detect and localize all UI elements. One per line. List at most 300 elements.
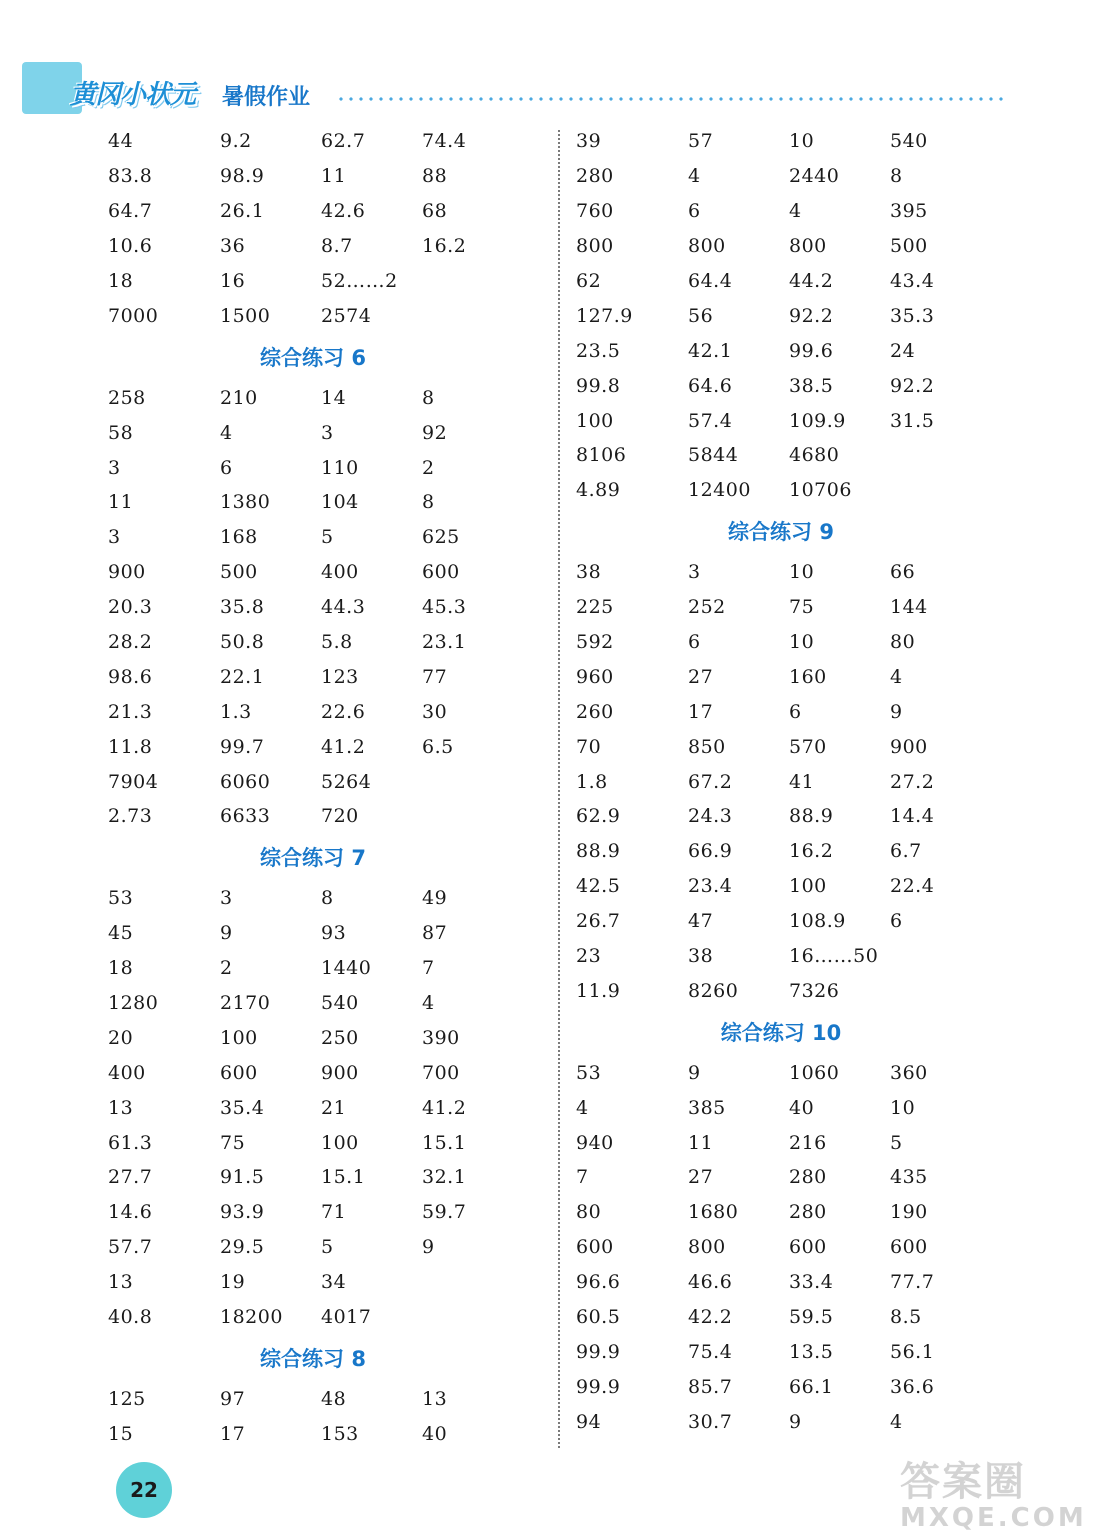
answer-value: 15 xyxy=(108,1422,134,1445)
answer-value: 94 xyxy=(576,1410,602,1433)
answer-value: 22.1 xyxy=(220,665,265,688)
answer-value: 17 xyxy=(688,700,714,723)
answer-value: 17 xyxy=(220,1422,246,1445)
answer-value: 16.2 xyxy=(422,235,467,258)
answer-row xyxy=(576,403,1016,438)
answer-value: 2170 xyxy=(220,992,271,1015)
answer-value: 8.7 xyxy=(321,235,353,258)
answer-value: 110 xyxy=(321,456,359,479)
answer-value: 14.6 xyxy=(108,1201,153,1224)
answer-value: 19 xyxy=(220,1271,246,1294)
answer-value: 400 xyxy=(321,561,359,584)
answer-value: 10 xyxy=(789,130,815,153)
answer-value: 98.6 xyxy=(108,665,153,688)
answer-value: 3 xyxy=(321,421,334,444)
answer-value: 700 xyxy=(422,1061,460,1084)
answer-value: 21 xyxy=(321,1096,347,1119)
answer-value: 500 xyxy=(890,235,928,258)
answer-value: 8 xyxy=(321,887,334,910)
answer-value: 385 xyxy=(688,1096,726,1119)
answer-value: 27.2 xyxy=(890,770,935,793)
answer-value: 10 xyxy=(789,561,815,584)
answer-row xyxy=(576,1055,1016,1090)
answer-value: 10.6 xyxy=(108,235,153,258)
answer-row xyxy=(108,694,548,729)
answer-row xyxy=(108,916,548,951)
answer-value: 6 xyxy=(890,910,903,933)
answer-row xyxy=(108,1055,548,1090)
answer-value: 57 xyxy=(688,130,714,153)
answer-value: 900 xyxy=(108,561,146,584)
answer-value: 5.8 xyxy=(321,631,353,654)
answer-value: 30 xyxy=(422,700,448,723)
answer-value: 67.2 xyxy=(688,770,733,793)
answer-value: 93 xyxy=(321,922,347,945)
answer-value: 88.9 xyxy=(576,840,621,863)
answer-value: 5 xyxy=(890,1131,903,1154)
left-answer-column xyxy=(108,124,548,1451)
answer-row xyxy=(108,520,548,555)
answer-row xyxy=(108,1382,548,1417)
answer-value: 96.6 xyxy=(576,1271,621,1294)
answer-value: 8 xyxy=(890,165,903,188)
answer-value: 18 xyxy=(108,270,134,292)
answer-value: 56 xyxy=(688,304,714,327)
answer-value: 21.3 xyxy=(108,700,153,723)
answer-value: 99.8 xyxy=(576,374,621,397)
answer-row xyxy=(108,380,548,415)
section-title: 综合练习 9 xyxy=(728,520,834,545)
answer-value: 1500 xyxy=(220,304,271,327)
answer-row xyxy=(108,1160,548,1195)
answer-row xyxy=(576,333,1016,368)
answer-value: 800 xyxy=(688,1236,726,1259)
answer-value: 1680 xyxy=(688,1201,739,1224)
answer-row xyxy=(108,555,548,590)
answer-value: 540 xyxy=(890,130,928,153)
answer-value: 8.5 xyxy=(890,1306,922,1329)
answer-row xyxy=(576,1404,1016,1439)
answer-row xyxy=(576,124,1016,159)
answer-value: 1060 xyxy=(789,1061,840,1084)
answer-value: 41 xyxy=(789,770,815,793)
answer-value: 280 xyxy=(789,1166,827,1189)
answer-value: 940 xyxy=(576,1131,614,1154)
answer-value: 5844 xyxy=(688,444,739,467)
section-title: 综合练习 6 xyxy=(260,345,366,370)
answer-value: 125 xyxy=(108,1387,146,1410)
answer-value: 22.6 xyxy=(321,700,366,723)
answer-value: 100 xyxy=(576,409,614,432)
answer-row xyxy=(108,729,548,764)
answer-value: 6 xyxy=(688,631,701,654)
answer-value: 18 xyxy=(108,957,134,980)
answer-value: 92.2 xyxy=(789,304,834,327)
answer-value: 28.2 xyxy=(108,631,153,654)
column-divider xyxy=(558,130,560,1448)
answer-value: 15.1 xyxy=(321,1166,366,1189)
answer-value: 9 xyxy=(422,1236,435,1259)
answer-row xyxy=(576,264,1016,299)
answer-value: 36.6 xyxy=(890,1375,935,1398)
answer-value: 14.4 xyxy=(890,805,935,828)
answer-value: 11 xyxy=(108,491,134,514)
answer-value: 48 xyxy=(321,1387,347,1410)
answer-value: 88.9 xyxy=(789,805,834,828)
answer-row xyxy=(108,881,548,916)
answer-value: 23.5 xyxy=(576,339,621,362)
answer-row xyxy=(108,799,548,834)
answer-row xyxy=(576,555,1016,590)
answer-value: 42.6 xyxy=(321,200,366,223)
answer-row xyxy=(576,764,1016,799)
answer-value: 7326 xyxy=(789,979,840,1002)
answer-value: 800 xyxy=(576,235,614,258)
answer-value: 60.5 xyxy=(576,1306,621,1329)
answer-value: 540 xyxy=(321,992,359,1015)
answer-row xyxy=(108,485,548,520)
answer-row xyxy=(576,1160,1016,1195)
answer-value: 32.1 xyxy=(422,1166,467,1189)
answer-row xyxy=(576,1230,1016,1265)
answer-value: 153 xyxy=(321,1422,359,1445)
answer-value: 7000 xyxy=(108,304,159,327)
answer-row xyxy=(576,473,1016,508)
answer-value: 252 xyxy=(688,596,726,619)
page-number: 22 xyxy=(116,1462,172,1518)
answer-row xyxy=(576,368,1016,403)
answer-value: 3 xyxy=(688,561,701,584)
answer-row xyxy=(576,659,1016,694)
answer-value: 64.6 xyxy=(688,374,733,397)
answer-value: 104 xyxy=(321,491,359,514)
answer-value: 9 xyxy=(220,922,233,945)
answer-value: 42.1 xyxy=(688,339,733,362)
answer-value: 5 xyxy=(321,526,334,549)
answer-value: 4 xyxy=(688,165,701,188)
answer-value: 66 xyxy=(890,561,916,584)
answer-row xyxy=(576,973,1016,1008)
answer-value: 16 xyxy=(220,270,246,292)
answer-value: 13.5 xyxy=(789,1340,834,1363)
answer-value: 11 xyxy=(688,1131,714,1154)
answer-row xyxy=(576,799,1016,834)
answer-value: 75 xyxy=(789,596,815,619)
answer-value: 570 xyxy=(789,735,827,758)
answer-row xyxy=(108,1300,548,1335)
answer-value: 13 xyxy=(108,1096,134,1119)
answer-value: 35.3 xyxy=(890,304,935,327)
answer-value: 35.4 xyxy=(220,1096,265,1119)
answer-value: 93.9 xyxy=(220,1201,265,1224)
answer-value: 760 xyxy=(576,200,614,223)
answer-value: 39 xyxy=(576,130,602,153)
answer-row xyxy=(108,124,548,159)
answer-row xyxy=(108,1090,548,1125)
answer-value: 27.7 xyxy=(108,1166,153,1189)
answer-value: 64.4 xyxy=(688,270,733,292)
answer-row xyxy=(576,834,1016,869)
answer-value: 66.1 xyxy=(789,1375,834,1398)
answer-value: 800 xyxy=(789,235,827,258)
answer-row xyxy=(576,298,1016,333)
answer-value: 4 xyxy=(890,665,903,688)
answer-value: 1380 xyxy=(220,491,271,514)
answer-value: 45 xyxy=(108,922,134,945)
answer-value: 8106 xyxy=(576,444,627,467)
answer-value: 83.8 xyxy=(108,165,153,188)
answer-value: 12400 xyxy=(688,479,751,502)
answer-value: 92.2 xyxy=(890,374,935,397)
answer-value: 75.4 xyxy=(688,1340,733,1363)
answer-value: 77.7 xyxy=(890,1271,935,1294)
answer-value: 58 xyxy=(108,421,134,444)
answer-value: 36 xyxy=(220,235,246,258)
answer-value: 44.3 xyxy=(321,596,366,619)
answer-value: 108.9 xyxy=(789,910,846,933)
watermark-line1: 答案圈 xyxy=(900,1459,1026,1505)
answer-value: 99.9 xyxy=(576,1375,621,1398)
answer-value: 10 xyxy=(890,1096,916,1119)
answer-value: 9 xyxy=(688,1061,701,1084)
answer-value: 16.2 xyxy=(789,840,834,863)
answer-row xyxy=(576,194,1016,229)
answer-row xyxy=(576,1265,1016,1300)
answer-value: 14 xyxy=(321,386,347,409)
answer-row xyxy=(576,438,1016,473)
answer-value: 92 xyxy=(422,421,448,444)
answer-row xyxy=(108,298,548,333)
answer-value: 38 xyxy=(688,945,714,968)
answer-value: 2574 xyxy=(321,304,372,327)
answer-value: 6060 xyxy=(220,770,271,793)
answer-value: 4 xyxy=(220,421,233,444)
answer-value: 5264 xyxy=(321,770,372,793)
answer-value: 10706 xyxy=(789,479,852,502)
answer-value: 600 xyxy=(890,1236,928,1259)
answer-value: 2 xyxy=(220,957,233,980)
answer-value: 9 xyxy=(890,700,903,723)
answer-value: 7904 xyxy=(108,770,159,793)
answer-value: 4680 xyxy=(789,444,840,467)
answer-value: 74.4 xyxy=(422,130,467,153)
logo-text: 黄冈小状元 xyxy=(70,79,196,110)
answer-row xyxy=(108,1195,548,1230)
answer-value: 100 xyxy=(789,875,827,898)
answer-value: 280 xyxy=(789,1201,827,1224)
answer-value: 52……2 xyxy=(321,270,398,292)
answer-value: 41.2 xyxy=(321,735,366,758)
answer-value: 395 xyxy=(890,200,928,223)
answer-value: 44.2 xyxy=(789,270,834,292)
section-title: 综合练习 10 xyxy=(720,1020,842,1045)
answer-value: 91.5 xyxy=(220,1166,265,1189)
brand-logo xyxy=(70,70,195,114)
answer-value: 6.5 xyxy=(422,735,454,758)
right-answer-column xyxy=(576,124,1016,1439)
answer-value: 8 xyxy=(422,491,435,514)
answer-value: 57.7 xyxy=(108,1236,153,1259)
answer-value: 109.9 xyxy=(789,409,846,432)
header-dotted-rule xyxy=(336,97,1008,101)
answer-value: 1440 xyxy=(321,957,372,980)
answer-value: 15.1 xyxy=(422,1131,467,1154)
answer-value: 38.5 xyxy=(789,374,834,397)
answer-value: 1.8 xyxy=(576,770,608,793)
answer-value: 66.9 xyxy=(688,840,733,863)
answer-row xyxy=(108,951,548,986)
answer-row xyxy=(576,1369,1016,1404)
answer-value: 23.1 xyxy=(422,631,467,654)
answer-value: 225 xyxy=(576,596,614,619)
answer-value: 8260 xyxy=(688,979,739,1002)
answer-row xyxy=(108,1265,548,1300)
answer-value: 31.5 xyxy=(890,409,935,432)
answer-row xyxy=(108,590,548,625)
answer-value: 190 xyxy=(890,1201,928,1224)
answer-value: 59.5 xyxy=(789,1306,834,1329)
answer-value: 900 xyxy=(890,735,928,758)
answer-value: 30.7 xyxy=(688,1410,733,1433)
answer-value: 42.5 xyxy=(576,875,621,898)
answer-value: 49 xyxy=(422,887,448,910)
answer-value: 258 xyxy=(108,386,146,409)
answer-value: 4.89 xyxy=(576,479,621,502)
answer-value: 56.1 xyxy=(890,1340,935,1363)
answer-value: 4 xyxy=(422,992,435,1015)
answer-row xyxy=(576,1300,1016,1335)
page-header-title: 暑假作业 xyxy=(222,85,311,110)
answer-value: 77 xyxy=(422,665,448,688)
answer-value: 18200 xyxy=(220,1306,283,1329)
answer-value: 47 xyxy=(688,910,714,933)
answer-value: 40.8 xyxy=(108,1306,153,1329)
answer-value: 85.7 xyxy=(688,1375,733,1398)
answer-value: 34 xyxy=(321,1271,347,1294)
answer-value: 62.7 xyxy=(321,130,366,153)
answer-row xyxy=(108,986,548,1021)
answer-value: 64.7 xyxy=(108,200,153,223)
watermark-logo xyxy=(900,1450,1090,1533)
answer-value: 900 xyxy=(321,1061,359,1084)
answer-value: 11 xyxy=(321,165,347,188)
answer-row xyxy=(576,590,1016,625)
answer-value: 4 xyxy=(789,200,802,223)
answer-value: 20.3 xyxy=(108,596,153,619)
answer-value: 50.8 xyxy=(220,631,265,654)
answer-row xyxy=(108,264,548,299)
answer-value: 4 xyxy=(890,1410,903,1433)
answer-value: 8 xyxy=(422,386,435,409)
answer-value: 3 xyxy=(220,887,233,910)
answer-value: 26.1 xyxy=(220,200,265,223)
answer-value: 61.3 xyxy=(108,1131,153,1154)
answer-value: 160 xyxy=(789,665,827,688)
answer-value: 22.4 xyxy=(890,875,935,898)
answer-value: 600 xyxy=(422,561,460,584)
answer-value: 850 xyxy=(688,735,726,758)
answer-value: 11.9 xyxy=(576,979,621,1002)
answer-value: 360 xyxy=(890,1061,928,1084)
answer-value: 960 xyxy=(576,665,614,688)
answer-value: 99.6 xyxy=(789,339,834,362)
answer-value: 3 xyxy=(108,526,121,549)
answer-value: 27 xyxy=(688,1166,714,1189)
answer-value: 62.9 xyxy=(576,805,621,828)
answer-value: 97 xyxy=(220,1387,246,1410)
watermark-line2: MXQE.COM xyxy=(900,1503,1087,1533)
section-title: 综合练习 7 xyxy=(260,846,366,871)
answer-value: 4 xyxy=(576,1096,589,1119)
answer-value: 57.4 xyxy=(688,409,733,432)
answer-value: 260 xyxy=(576,700,614,723)
answer-row xyxy=(576,159,1016,194)
answer-value: 80 xyxy=(890,631,916,654)
answer-row xyxy=(576,1090,1016,1125)
answer-value: 2440 xyxy=(789,165,840,188)
answer-value: 13 xyxy=(422,1387,448,1410)
answer-value: 13 xyxy=(108,1271,134,1294)
answer-value: 2 xyxy=(422,456,435,479)
answer-value: 16……50 xyxy=(789,945,879,968)
answer-value: 75 xyxy=(220,1131,246,1154)
answer-value: 6.7 xyxy=(890,840,922,863)
answer-row xyxy=(576,904,1016,939)
answer-value: 210 xyxy=(220,386,258,409)
answer-row xyxy=(576,939,1016,974)
answer-value: 27 xyxy=(688,665,714,688)
answer-value: 400 xyxy=(108,1061,146,1084)
answer-value: 100 xyxy=(321,1131,359,1154)
answer-value: 46.6 xyxy=(688,1271,733,1294)
answer-value: 29.5 xyxy=(220,1236,265,1259)
answer-row xyxy=(576,729,1016,764)
section-title: 综合练习 8 xyxy=(260,1347,366,1371)
answer-value: 6633 xyxy=(220,805,271,828)
answer-value: 600 xyxy=(576,1236,614,1259)
answer-value: 24 xyxy=(890,339,916,362)
answer-value: 3 xyxy=(108,456,121,479)
answer-value: 45.3 xyxy=(422,596,467,619)
answer-row xyxy=(576,694,1016,729)
answer-value: 123 xyxy=(321,665,359,688)
answer-value: 68 xyxy=(422,200,448,223)
answer-value: 33.4 xyxy=(789,1271,834,1294)
answer-value: 800 xyxy=(688,235,726,258)
answer-value: 390 xyxy=(422,1026,460,1049)
answer-value: 127.9 xyxy=(576,304,633,327)
answer-value: 500 xyxy=(220,561,258,584)
answer-value: 2.73 xyxy=(108,805,153,828)
answer-value: 53 xyxy=(108,887,134,910)
answer-value: 4017 xyxy=(321,1306,372,1329)
answer-value: 80 xyxy=(576,1201,602,1224)
answer-value: 38 xyxy=(576,561,602,584)
answer-value: 600 xyxy=(789,1236,827,1259)
answer-value: 7 xyxy=(422,957,435,980)
answer-value: 6 xyxy=(688,200,701,223)
answer-value: 40 xyxy=(422,1422,448,1445)
answer-row xyxy=(108,229,548,264)
answer-value: 23.4 xyxy=(688,875,733,898)
answer-row xyxy=(108,659,548,694)
answer-value: 26.7 xyxy=(576,910,621,933)
answer-row xyxy=(108,764,548,799)
answer-row xyxy=(108,1230,548,1265)
answer-row xyxy=(576,1125,1016,1160)
answer-row xyxy=(576,625,1016,660)
answer-value: 600 xyxy=(220,1061,258,1084)
